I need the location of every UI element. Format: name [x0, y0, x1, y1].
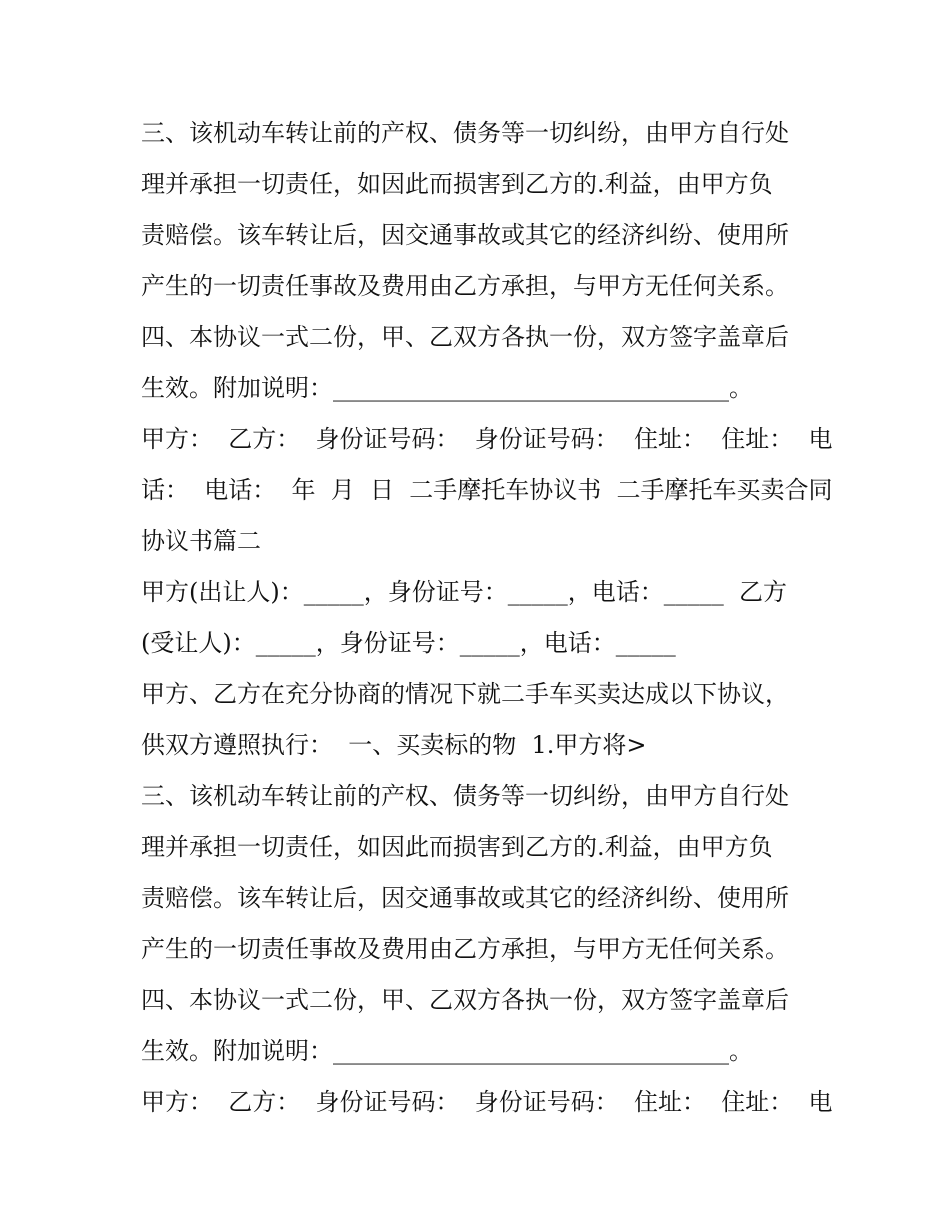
text-line: 供双方遵照执行： 一、买卖标的物 1.甲方将>: [141, 731, 647, 759]
text-line: 四、本协议一式二份，甲、乙双方各执一份，双方签字盖章后: [141, 323, 789, 351]
text-line: 甲方(出让人)：_____，身份证号：_____，电话：_____ 乙方: [141, 578, 787, 606]
text-line: 理并承担一切责任，如因此而损害到乙方的.利益，由甲方负: [141, 170, 773, 198]
text-line: 产生的一切责任事故及费用由乙方承担，与甲方无任何关系。: [141, 935, 789, 963]
text-line: 甲方、乙方在充分协商的情况下就二手车买卖达成以下协议，: [141, 680, 789, 708]
text-line: 甲方： 乙方： 身份证号码： 身份证号码： 住址： 住址： 电: [141, 1088, 833, 1116]
text-line: (受让人)：_____，身份证号：_____，电话：_____: [141, 629, 676, 657]
text-line: 生效。附加说明：_________________________________。: [141, 1037, 753, 1065]
text-line: 三、该机动车转让前的产权、债务等一切纠纷，由甲方自行处: [141, 119, 789, 147]
text-line: 生效。附加说明：_________________________________。: [141, 374, 753, 402]
text-line: 产生的一切责任事故及费用由乙方承担，与甲方无任何关系。: [141, 272, 789, 300]
text-line: 理并承担一切责任，如因此而损害到乙方的.利益，由甲方负: [141, 833, 773, 861]
text-line: 责赔偿。该车转让后，因交通事故或其它的经济纠纷、使用所: [141, 221, 789, 249]
text-line: 甲方： 乙方： 身份证号码： 身份证号码： 住址： 住址： 电: [141, 425, 833, 453]
text-line: 三、该机动车转让前的产权、债务等一切纠纷，由甲方自行处: [141, 782, 789, 810]
text-line: 责赔偿。该车转让后，因交通事故或其它的经济纠纷、使用所: [141, 884, 789, 912]
document-body: [141, 108, 833, 1128]
text-line: 话： 电话： 年 月 日 二手摩托车协议书 二手摩托车买卖合同: [141, 476, 833, 504]
section-title: 协议书篇二: [141, 527, 261, 555]
text-line: 四、本协议一式二份，甲、乙双方各执一份，双方签字盖章后: [141, 986, 789, 1014]
